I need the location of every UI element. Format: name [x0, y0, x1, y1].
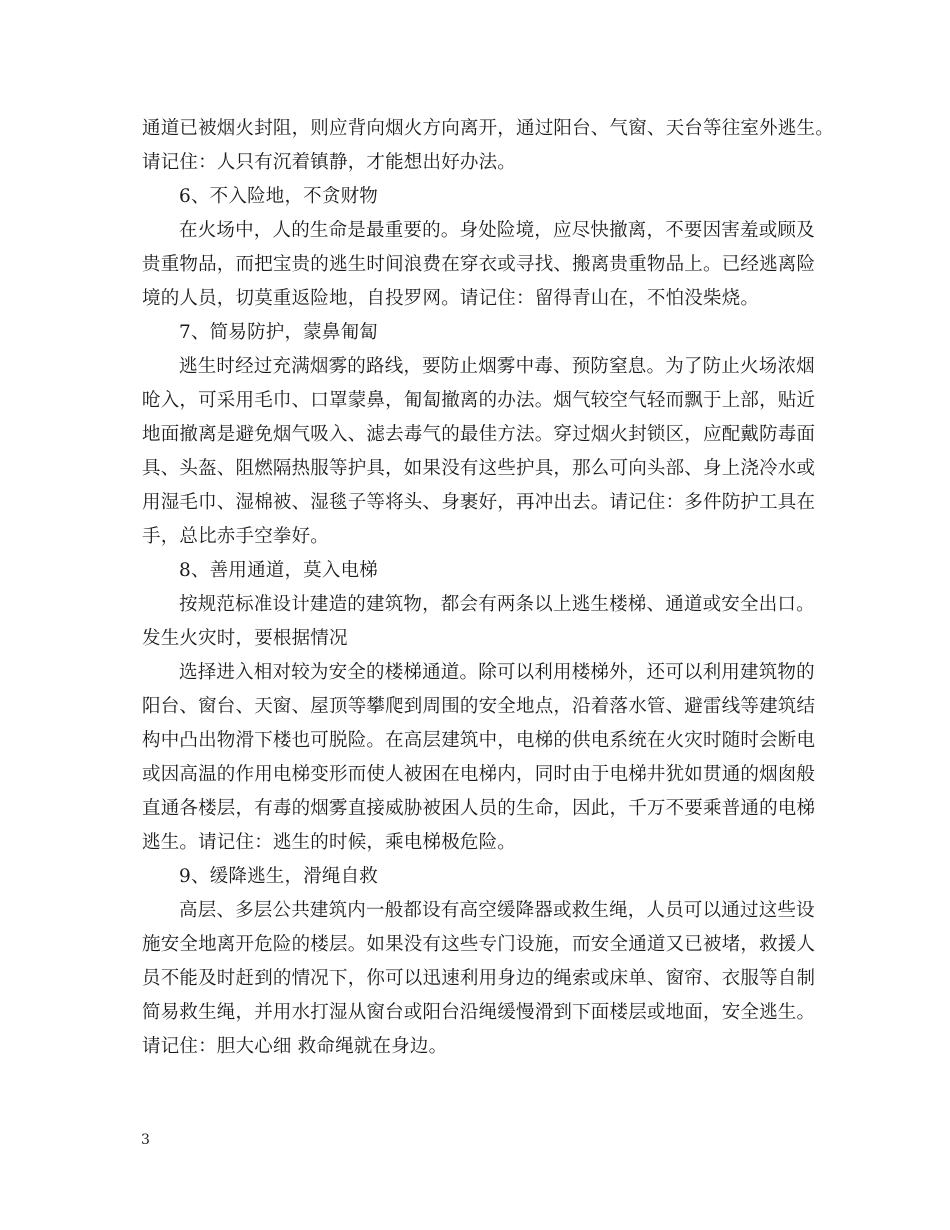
paragraph-line: 构中凸出物滑下楼也可脱险。在高层建筑中，电梯的供电系统在火灾时随时会断电	[142, 730, 816, 751]
paragraph-line: 地面撤离是避免烟气吸入、滤去毒气的最佳方法。穿过烟火封锁区，应配戴防毒面	[142, 424, 816, 445]
paragraph-line: 阳台、窗台、天窗、屋顶等攀爬到周围的安全地点，沿着落水管、避雷线等建筑结	[142, 696, 816, 717]
paragraph-line: 按规范标准设计建造的建筑物，都会有两条以上逃生楼梯、通道或安全出口。	[179, 594, 815, 615]
page-number: 3	[141, 1132, 150, 1148]
paragraph-line: 呛入，可采用毛巾、口罩蒙鼻，匍匐撤离的办法。烟气较空气轻而飘于上部，贴近	[142, 390, 816, 411]
paragraph-line: 用湿毛巾、湿棉被、湿毯子等将头、身裹好，再冲出去。请记住：多件防护工具在	[142, 492, 816, 513]
paragraph-line: 员不能及时赶到的情况下，你可以迅速利用身边的绳索或床单、窗帘、衣服等自制	[142, 968, 816, 989]
paragraph-line: 请记住：人只有沉着镇静，才能想出好办法。	[142, 152, 517, 173]
paragraph-line: 具、头盔、阻燃隔热服等护具，如果没有这些护具，那么可向头部、身上浇冷水或	[142, 458, 816, 479]
section-heading: 6、不入险地，不贪财物	[179, 186, 378, 207]
paragraph-line: 逃生。请记住：逃生的时候，乘电梯极危险。	[142, 832, 517, 853]
paragraph-line: 请记住：胆大心细 救命绳就在身边。	[142, 1036, 448, 1057]
paragraph-line: 通道已被烟火封阻，则应背向烟火方向离开，通过阳台、气窗、天台等往室外逃生。	[142, 118, 834, 139]
section-heading: 7、简易防护，蒙鼻匍匐	[179, 322, 378, 343]
document-body	[142, 112, 834, 1064]
paragraph-line: 简易救生绳，并用水打湿从窗台或阳台沿绳缓慢滑到下面楼层或地面，安全逃生。	[142, 1002, 816, 1023]
section-heading: 9、缓降逃生，滑绳自救	[179, 866, 378, 887]
paragraph-line: 逃生时经过充满烟雾的路线，要防止烟雾中毒、预防窒息。为了防止火场浓烟	[179, 356, 815, 377]
paragraph-line: 选择进入相对较为安全的楼梯通道。除可以利用楼梯外，还可以利用建筑物的	[179, 662, 815, 683]
paragraph-line: 贵重物品，而把宝贵的逃生时间浪费在穿衣或寻找、搬离贵重物品上。已经逃离险	[142, 254, 816, 275]
paragraph-line: 施安全地离开危险的楼层。如果没有这些专门设施，而安全通道又已被堵，救援人	[142, 934, 816, 955]
paragraph-line: 在火场中，人的生命是最重要的。身处险境，应尽快撤离，不要因害羞或顾及	[179, 220, 815, 241]
paragraph-line: 境的人员，切莫重返险地，自投罗网。请记住：留得青山在，不怕没柴烧。	[142, 288, 760, 309]
paragraph-line: 发生火灾时，要根据情况	[142, 628, 348, 649]
paragraph-line: 高层、多层公共建筑内一般都设有高空缓降器或救生绳，人员可以通过这些设	[179, 900, 815, 921]
section-heading: 8、善用通道，莫入电梯	[179, 560, 378, 581]
paragraph-line: 或因高温的作用电梯变形而使人被困在电梯内，同时由于电梯井犹如贯通的烟囱般	[142, 764, 816, 785]
paragraph-line: 直通各楼层，有毒的烟雾直接威胁被困人员的生命，因此，千万不要乘普通的电梯	[142, 798, 816, 819]
paragraph-line: 手，总比赤手空拳好。	[142, 526, 330, 547]
